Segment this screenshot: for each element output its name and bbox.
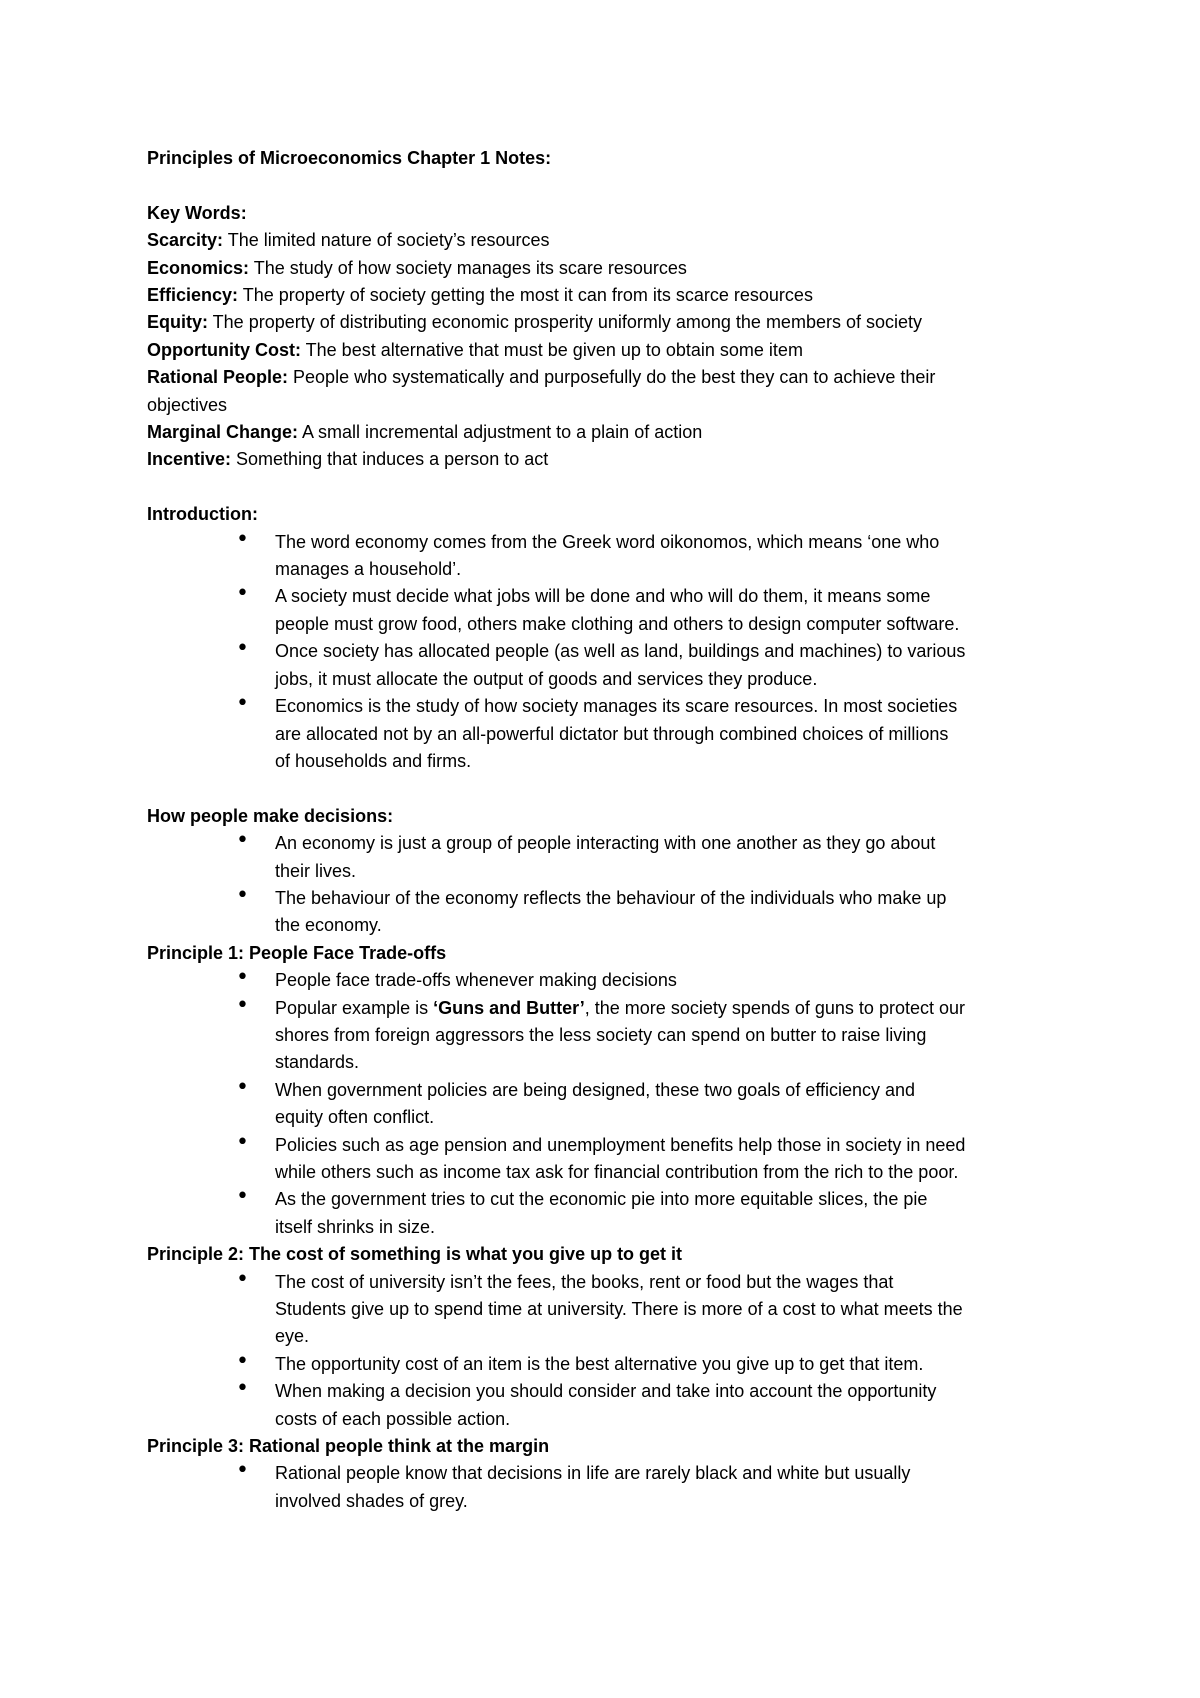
list-item-line: • The opportunity cost of an item is the best alternative you give up to get that item. (275, 1353, 924, 1374)
list-item-line: their lives. (275, 860, 357, 881)
list-item-line: are allocated not by an all-powerful dictator but through combined choices of millions (275, 723, 949, 744)
list-item (147, 1351, 1087, 1378)
definition-efficiency (147, 282, 1087, 309)
definition-rational-people (147, 364, 1087, 391)
list-item-line: people must grow food, others make clothing and others to design computer software. (275, 613, 960, 634)
list-item-line: standards. (275, 1052, 360, 1073)
list-item (147, 885, 1087, 940)
list-item-line: equity often conflict. (275, 1107, 435, 1128)
list-item-line: • Once society has allocated people (as well as land, buildings and machines) to various (275, 641, 966, 662)
text-run: , the more society spends of guns to protect our (584, 997, 965, 1018)
introduction-heading: Introduction: (147, 504, 258, 525)
list-item (147, 1378, 1087, 1433)
list-item-line: eye. (275, 1326, 310, 1347)
list-item (147, 1269, 1087, 1351)
list-item (147, 1077, 1087, 1132)
term: Equity: (147, 312, 208, 333)
list-item-line: jobs, it must allocate the output of goods and services they produce. (275, 668, 818, 689)
term: Opportunity Cost: (147, 339, 301, 360)
principle-1-list (147, 967, 1087, 1241)
definition-rational-people-continued: objectives (147, 394, 228, 415)
definition: A small incremental adjustment to a plain of action (298, 422, 703, 443)
definition: The study of how society manages its scare resources (249, 257, 687, 278)
principle-3-list (147, 1460, 1087, 1515)
definition: People who systematically and purposefully do the best they can to achieve their (288, 367, 936, 388)
list-item-line: • As the government tries to cut the economic pie into more equitable slices, the pie (275, 1189, 928, 1210)
list-item-line: • When making a decision you should consider and take into account the opportunity (275, 1381, 937, 1402)
definition-marginal-change (147, 419, 1087, 446)
list-item-line: while others such as income tax ask for financial contribution from the rich to the poor. (275, 1161, 959, 1182)
list-item-line: manages a household’. (275, 559, 462, 580)
definition: Something that induces a person to act (231, 449, 549, 470)
term: Incentive: (147, 449, 232, 470)
list-item (147, 995, 1087, 1077)
list-item-line: • When government policies are being designed, these two goals of efficiency and (275, 1079, 916, 1100)
document-body (147, 145, 1087, 1515)
decisions-list (147, 830, 1087, 940)
definition: The best alternative that must be given up to obtain some item (300, 339, 803, 360)
spacer (147, 172, 1087, 199)
principle-2-heading: Principle 2: The cost of something is what you give up to get it (147, 1244, 683, 1265)
list-item (147, 1460, 1087, 1515)
decisions-heading: How people make decisions: (147, 805, 394, 826)
definition-incentive (147, 446, 1087, 473)
introduction-list (147, 529, 1087, 776)
principle-3-heading: Principle 3: Rational people think at the margin (147, 1436, 550, 1457)
list-item-line: costs of each possible action. (275, 1408, 511, 1429)
list-item (147, 638, 1087, 693)
list-item-line: Students give up to spend time at university. There is more of a cost to what meets the (275, 1299, 963, 1320)
definition-economics (147, 255, 1087, 282)
list-item-line: • The cost of university isn’t the fees, the books, rent or food but the wages that (275, 1271, 894, 1292)
list-item-line: shores from foreign aggressors the less society can spend on butter to raise living (275, 1024, 927, 1045)
list-item-line: of households and firms. (275, 750, 472, 771)
term: Economics: (147, 257, 250, 278)
list-item-line: • Policies such as age pension and unemployment benefits help those in society in need (275, 1134, 966, 1155)
list-item-line (275, 995, 1087, 1022)
definition-opportunity-cost (147, 337, 1087, 364)
list-item (147, 529, 1087, 584)
text-run: Popular example is (275, 997, 434, 1018)
term: Efficiency: (147, 285, 239, 306)
list-item (147, 693, 1087, 775)
definition-scarcity (147, 227, 1087, 254)
definition: The property of distributing economic prosperity uniformly among the members of society (208, 312, 922, 333)
key-words-heading: Key Words: (147, 202, 247, 223)
list-item (147, 830, 1087, 885)
principle-1-heading: Principle 1: People Face Trade-offs (147, 942, 447, 963)
list-item (147, 967, 1087, 994)
list-item-line: • People face trade-offs whenever making decisions (275, 970, 677, 991)
list-item-line: • Rational people know that decisions in life are rarely black and white but usually (275, 1463, 911, 1484)
term: Rational People: (147, 367, 289, 388)
document-title: Principles of Microeconomics Chapter 1 Notes: (147, 148, 552, 168)
principle-2-list (147, 1269, 1087, 1433)
term: Scarcity: (147, 230, 224, 251)
list-item-line: • The word economy comes from the Greek word oikonomos, which means ‘one who (275, 531, 940, 552)
spacer (147, 474, 1087, 501)
definition-equity (147, 309, 1087, 336)
list-item (147, 583, 1087, 638)
list-item-line: • The behaviour of the economy reflects the behaviour of the individuals who make up (275, 887, 947, 908)
term: Marginal Change: (147, 422, 299, 443)
list-item-line: itself shrinks in size. (275, 1216, 436, 1237)
list-item (147, 1132, 1087, 1187)
guns-and-butter-emphasis: ‘Guns and Butter’ (433, 997, 585, 1018)
list-item-line: • A society must decide what jobs will be done and who will do them, it means some (275, 586, 931, 607)
definition: The limited nature of society’s resources (223, 230, 550, 251)
list-item-line: the economy. (275, 915, 382, 936)
spacer (147, 775, 1087, 802)
definition: The property of society getting the most it can from its scarce resources (238, 285, 813, 306)
list-item-line: • An economy is just a group of people interacting with one another as they go about (275, 833, 936, 854)
list-item-line: involved shades of grey. (275, 1490, 468, 1511)
list-item-line: • Economics is the study of how society manages its scare resources. In most societies (275, 696, 958, 717)
list-item (147, 1186, 1087, 1241)
